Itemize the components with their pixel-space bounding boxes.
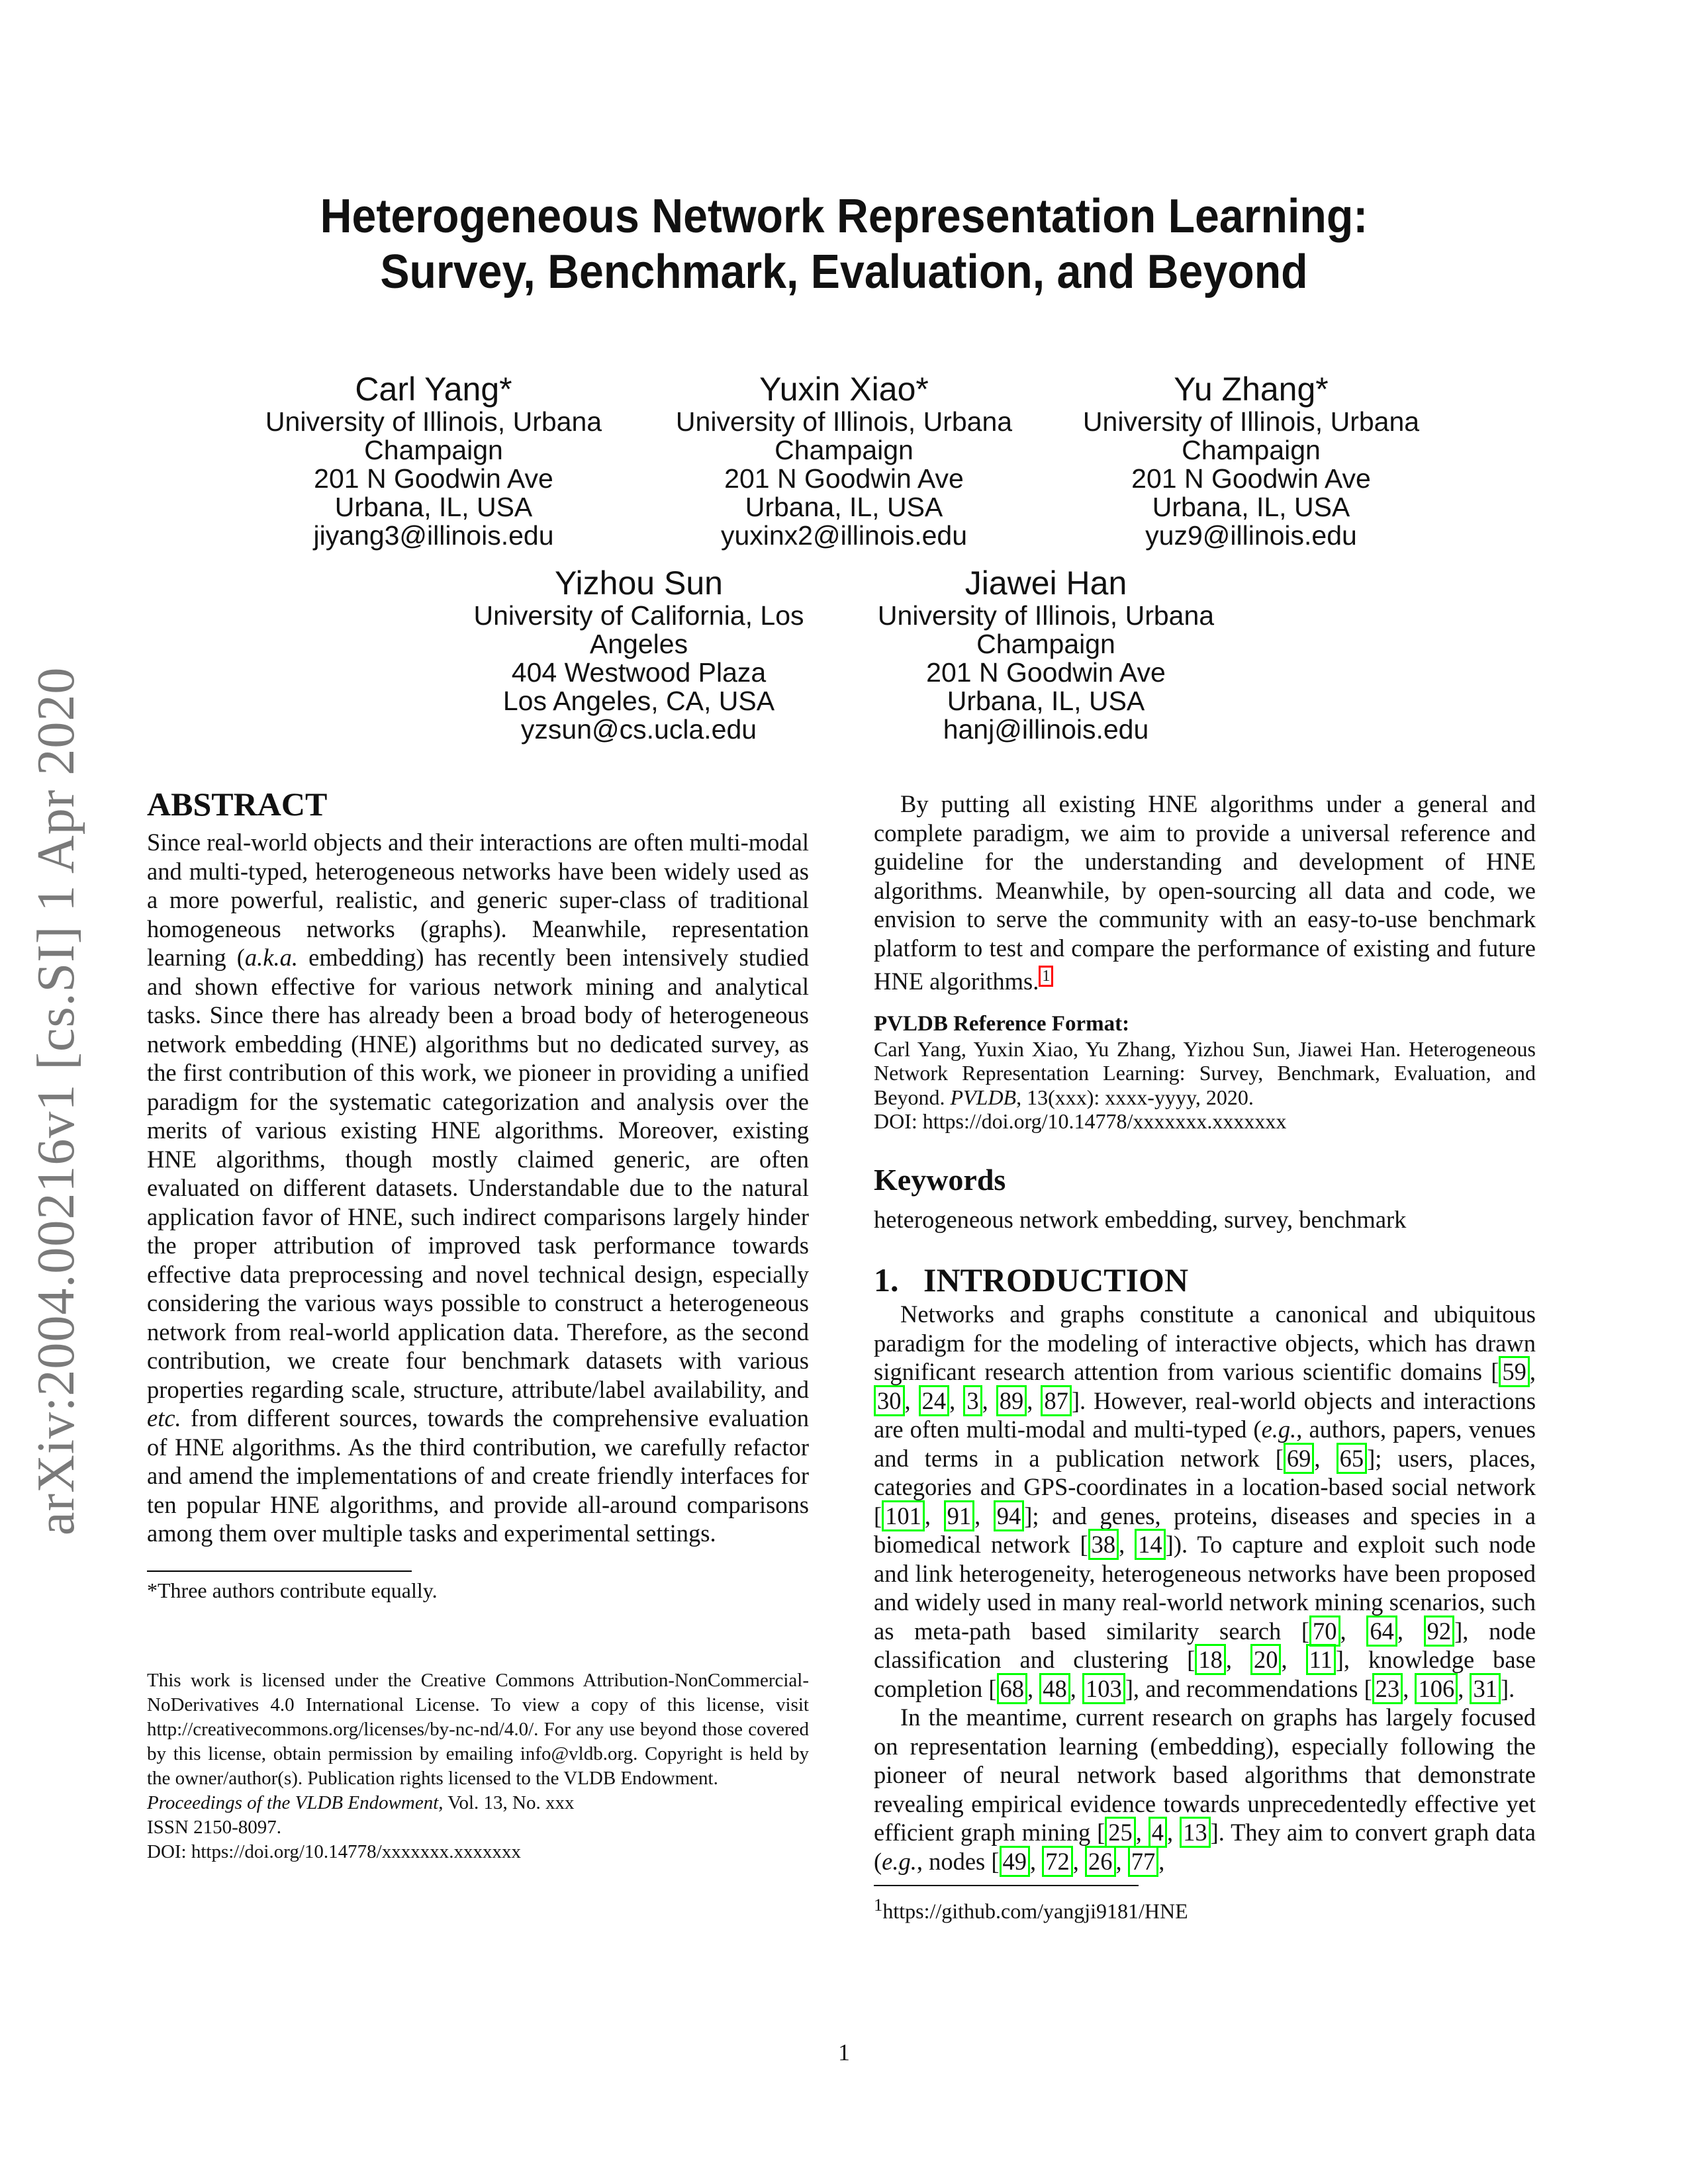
paper-title	[68, 189, 1620, 300]
footnote-rule	[147, 1570, 412, 1572]
citation-group: 59 , 30 , 24 , 3 , 89 , 87	[874, 1356, 1536, 1416]
page-number: 1	[838, 2039, 850, 2066]
contribution-paragraph: By putting all existing HNE algorithms under a general and complete paradigm, we aim to provide a universal reference and guideline for the understanding and development of HNE algorithms. Meanwhile, by open-sourcing all data and code, we envision to serve the community with an easy-to-use benchmark platform to test and compare the performance of existing and future HNE algorithms. $^1$	[874, 790, 1536, 995]
citation-link[interactable]: 24	[919, 1385, 950, 1416]
citation-link[interactable]: 87	[1041, 1385, 1072, 1416]
citation-group: 49 , 72 , 26 , 77	[1000, 1846, 1159, 1877]
author-affiliation: University of California, Los	[473, 600, 804, 631]
reference-doi: DOI: https://doi.org/10.14778/xxxxxxx.xxxxxxx	[874, 1109, 1287, 1134]
abstract-heading: ABSTRACT	[147, 786, 328, 823]
citation-link[interactable]: 92	[1424, 1615, 1455, 1647]
citation-link[interactable]: 38	[1088, 1529, 1119, 1560]
author-address: 201 N Goodwin Ave	[724, 463, 964, 494]
doi-line: DOI: https://doi.org/10.14778/xxxxxxx.xxxxxxx	[147, 1841, 521, 1862]
author-block	[632, 371, 1056, 550]
footnote-rule	[874, 1885, 1139, 1886]
citation-group: 68 , 48 , 103	[997, 1673, 1125, 1704]
title-line-2: Survey, Benchmark, Evaluation, and Beyond	[380, 246, 1308, 298]
citation-link[interactable]: 91	[944, 1500, 975, 1531]
author-name: Yuxin Xiao*	[759, 371, 929, 408]
author-city: Urbana, IL, USA	[947, 686, 1145, 716]
author-name: Yu Zhang*	[1174, 371, 1329, 408]
citation-link[interactable]: 69	[1284, 1443, 1315, 1474]
author-affiliation: University of Illinois, Urbana	[1082, 406, 1420, 437]
author-email[interactable]: yuxinx2@illinois.edu	[720, 520, 968, 551]
introduction-paragraph: Networks and graphs constitute a canonical and ubiquitous paradigm for the modeling of interactive objects, which has drawn significant research attention from various scientific domains [ 59 , 30 , 24 , 3 , 89 , 87 ]. However, real-world objects and interactions are often multi-modal and multi-typed (e.g., authors, papers, venues and terms in a publication network [ 69 , 65 ]; users, places, categories and GPS-coordinates in a location-based social network [ 101 , 91 , 94 ]; and genes, proteins, diseases and species in a biomedical network [ 38 , 14 ]). To capture and exploit such node and link heterogeneity, heterogeneous networks have been proposed and widely used in many real-world network mining scenarios, such as meta-path based similarity search [ 70 , 64 , 92 ], node classification and clustering [ 18 , 20 , 11 ], knowledge base completion [ 68 , 48 , 103 ], and recommendations [ 23 , 106 , 31 ].	[874, 1300, 1536, 1703]
keywords-text: heterogeneous network embedding, survey, benchmark	[874, 1205, 1407, 1233]
reference-format-text: Carl Yang, Yuxin Xiao, Yu Zhang, Yizhou Sun, Jiawei Han. Heterogeneous Network Representation Learning: Survey, Benchmark, Evaluation, and Beyond. PVLDB, 13(xxx): xxxx-yyyy, 2020.	[874, 1036, 1536, 1109]
citation-link[interactable]: 26	[1085, 1846, 1116, 1877]
abstract-text: Since real-world objects and their interactions are often multi-modal and multi-typed, heterogeneous networks have been widely used as a more powerful, realistic, and generic super-class of traditional homogeneous networks (graphs). Meanwhile, representation learning (a.k.a. embedding) has recently been intensively studied and shown effective for various network mining and analytical tasks. Since there has already been a broad body of heterogeneous network embedding (HNE) algorithms but no dedicated survey, as the first contribution of this work, we pioneer in providing a unified paradigm for the systematic categorization and analysis over the merits of various existing HNE algorithms. Moreover, existing HNE algorithms, though mostly claimed generic, are often evaluated on different datasets. Understandable due to the natural application favor of HNE, such indirect comparisons largely hinder the proper attribution of improved task performance towards effective data preprocessing and novel technical design, especially considering the various ways possible to construct a heterogeneous network from real-world application data. Therefore, as the second contribution, we create four benchmark datasets with various properties regarding scale, structure, attribute/label availability, and etc. from different sources, towards the comprehensive evaluation of HNE algorithms. As the third contribution, we carefully refactor and amend the implementations of and create friendly interfaces for ten popular HNE algorithms, and provide all-around comparisons among them over multiple tasks and experimental settings.	[147, 829, 809, 1547]
citation-group: 70 , 64 , 92	[1309, 1615, 1454, 1647]
author-block	[427, 565, 851, 744]
citation-link[interactable]: 23	[1372, 1673, 1403, 1704]
github-footnote: $^1$https://github.com/yangji9181/HNE	[874, 1895, 1188, 1923]
citation-link[interactable]: 106	[1415, 1673, 1458, 1704]
citation-link[interactable]: 77	[1128, 1846, 1159, 1877]
author-city: Urbana, IL, USA	[334, 492, 533, 522]
author-affiliation: University of Illinois, Urbana	[675, 406, 1013, 437]
author-block	[222, 371, 645, 550]
citation-group: 38 , 14	[1088, 1529, 1166, 1560]
author-address: 201 N Goodwin Ave	[1131, 463, 1371, 494]
introduction-heading: 1. INTRODUCTION	[874, 1261, 1189, 1299]
author-affiliation: Champaign	[1182, 435, 1321, 465]
citation-link[interactable]: 49	[1000, 1846, 1031, 1877]
citation-link[interactable]: 72	[1042, 1846, 1073, 1877]
citation-link[interactable]: 70	[1309, 1615, 1340, 1647]
license-text: This work is licensed under the Creative Commons Attribution-NonCommercial-NoDerivatives 4.0 International License. To view a copy of this license, visit http://creativecommons.org/licenses/by-nc-nd/4.0/. For any use beyond those covered by this license, obtain permission by emailing info@vldb.org. Copyright is held by the owner/author(s). Publication rights licensed to the VLDB Endowment.	[147, 1670, 809, 1789]
reference-format-heading: PVLDB Reference Format:	[874, 1011, 1130, 1036]
citation-group: 101 , 91 , 94	[882, 1500, 1024, 1531]
title-line-1: Heterogeneous Network Representation Learning:	[320, 190, 1368, 243]
citation-link[interactable]: 13	[1180, 1817, 1211, 1848]
footnote-link[interactable]: 1	[1039, 966, 1053, 987]
arxiv-identifier-stamp: arXiv:2004.00216v1 [cs.SI] 1 Apr 2020	[27, 666, 85, 1535]
citation-link[interactable]: 89	[996, 1385, 1027, 1416]
author-address: 201 N Goodwin Ave	[314, 463, 553, 494]
author-affiliation: Champaign	[364, 435, 503, 465]
author-email[interactable]: hanj@illinois.edu	[943, 714, 1149, 745]
author-email[interactable]: yuz9@illinois.edu	[1145, 520, 1357, 551]
author-name: Carl Yang*	[355, 371, 512, 408]
citation-group: 69 , 65	[1284, 1443, 1367, 1474]
right-column	[874, 790, 1536, 1923]
author-affiliation: Champaign	[976, 629, 1115, 659]
author-affiliation: Angeles	[589, 629, 688, 659]
citation-link[interactable]: 68	[997, 1673, 1028, 1704]
author-city: Los Angeles, CA, USA	[502, 686, 775, 716]
author-city: Urbana, IL, USA	[745, 492, 943, 522]
author-affiliation: University of Illinois, Urbana	[265, 406, 602, 437]
citation-link[interactable]: 18	[1195, 1644, 1226, 1675]
citation-link[interactable]: 59	[1499, 1356, 1530, 1387]
citation-link[interactable]: 101	[882, 1500, 925, 1531]
left-column	[147, 784, 809, 1864]
citation-link[interactable]: 4	[1149, 1817, 1167, 1848]
proceedings-line: Proceedings of the VLDB Endowment, Vol. 13, No. xxx	[147, 1792, 575, 1813]
citation-link[interactable]: 94	[994, 1500, 1025, 1531]
author-email[interactable]: jiyang3@illinois.edu	[313, 520, 554, 551]
citation-group: 25 , 4 , 13	[1105, 1817, 1210, 1848]
citation-group: 23 , 106 , 31	[1372, 1673, 1501, 1704]
issn-line: ISSN 2150-8097.	[147, 1817, 282, 1838]
author-affiliation: University of Illinois, Urbana	[877, 600, 1215, 631]
citation-link[interactable]: 14	[1135, 1529, 1166, 1560]
keywords-heading: Keywords	[874, 1162, 1006, 1197]
citation-link[interactable]: 31	[1470, 1673, 1501, 1704]
author-email[interactable]: yzsun@cs.ucla.edu	[520, 714, 757, 745]
author-address: 404 Westwood Plaza	[511, 657, 767, 688]
citation-group: 18 , 20 , 11	[1195, 1644, 1335, 1675]
author-address: 201 N Goodwin Ave	[926, 657, 1166, 688]
citation-link[interactable]: 103	[1082, 1673, 1125, 1704]
citation-link[interactable]: 30	[874, 1385, 905, 1416]
author-block	[1039, 371, 1463, 550]
author-affiliation: Champaign	[774, 435, 914, 465]
license-block	[147, 1668, 809, 1864]
author-name: Yizhou Sun	[555, 565, 723, 602]
citation-link[interactable]: 20	[1250, 1644, 1282, 1675]
citation-link[interactable]: 11	[1306, 1644, 1336, 1675]
citation-link[interactable]: 48	[1039, 1673, 1070, 1704]
equal-contribution-footnote: *Three authors contribute equally.	[147, 1578, 438, 1602]
introduction-paragraph: In the meantime, current research on graphs has largely focused on representation learning (embedding), especially following the pioneer of neural network based algorithms that demonstrate revealing empirical evidence towards unprecedentedly effective yet efficient graph mining [ 25 , 4 , 13 ]. They aim to convert graph data (e.g., nodes [ 49 , 72 , 26 , 77 ,	[874, 1703, 1536, 1876]
author-city: Urbana, IL, USA	[1152, 492, 1350, 522]
citation-link[interactable]: 3	[963, 1385, 982, 1416]
citation-link[interactable]: 64	[1366, 1615, 1397, 1647]
author-name: Jiawei Han	[964, 565, 1127, 602]
citation-link[interactable]: 25	[1105, 1817, 1136, 1848]
citation-link[interactable]: 65	[1336, 1443, 1368, 1474]
author-block	[834, 565, 1258, 744]
